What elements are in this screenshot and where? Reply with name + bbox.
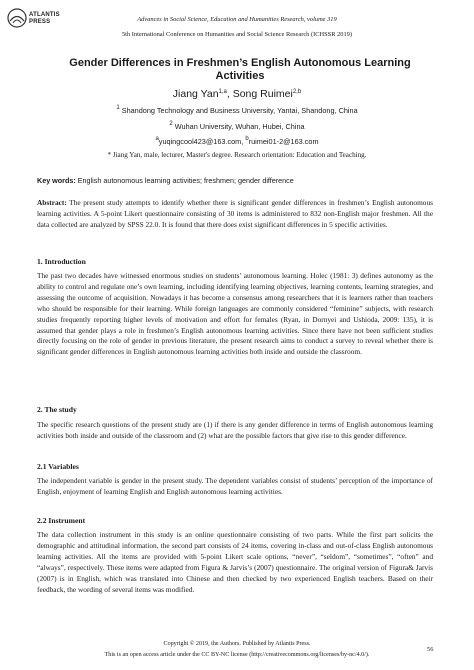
logo-line1: ATLANTIS [29,12,60,18]
author-emails [0,136,474,146]
paper-title: Gender Differences in Freshmen’s English Autonomous Learning Activities [69,57,411,82]
email-link[interactable]: yuqingcool423@163.com [158,137,242,146]
affiliation-superscript: 1 [116,105,120,111]
author-name: Jiang Yan [172,88,219,100]
author-superscript: 2,b [292,89,302,95]
abstract-label: Abstract: [37,198,67,207]
keywords [37,176,437,185]
affiliation [0,105,474,115]
email-superscript: b [245,136,249,142]
journal-name: Advances in Social Science, Education and Humanities Research, volume 319 [137,16,337,23]
conference-name: 5th International Conference on Humanities and Social Science Research (ICHSSR 2019) [121,31,352,38]
email-separator: , [241,137,246,146]
author-note: * Jiang Yan, male, lecturer, Master's degree. Research orientation: Education and Teaching. [107,151,367,159]
affiliation-text: Wuhan University, Wuhan, Hubei, China [174,122,305,131]
keywords-text: English autonomous learning activities; freshmen; gender difference [77,176,294,185]
author-superscript: 1,a [218,89,227,95]
footer-license: This is an open access article under the CC BY-NC license (http://creativecommons.org/licenses/by-nc/4.0/). [104,652,370,658]
abstract-text: The present study attempts to identify whether there is significant gender differences in freshmen’s English autonomous learning activities. A 5-point Likert questionnaire consisting of 30 items is administered to 832 non-English major freshmen. All the data collected are analyzed by SPSS 22.0. It is found that there does exist significant differences in 5 specific activities. [37,198,433,229]
section-heading-variables: 2.1 Variables [37,462,79,471]
instrument-paragraph: The data collection instrument in this study is an online questionnaire consisting of two parts. While the first part solicits the demographic and attitudinal information, the second part consists of 24 items, covering in-class and out-of-class English autonomous learning activities. All the items are provided with 5-point Likert scale options, “never”, “seldom”, “sometimes”, “often” and “always”, respectively. These items were adapted from Figura & Jarvis’s (2007) questionnaire. The original version of Figura& Jarvis (2007) is in English, which was translated into Chinese and then checked by two experienced English teachers. Based on their feedback, the wording of several items was modified. [37,530,433,594]
abstract [37,198,433,231]
affiliation [0,121,474,131]
author-line [0,88,474,100]
page-number: 56 [427,646,434,653]
author-separator: , [226,88,233,100]
introduction-paragraph: The past two decades have witnessed enormous studies on students’ autonomous learning. Holec (1981: 3) defines autonomy as the ability to control and regulate one’s own learning, including identifying learning objectives, learning contents, learning strategies, and assessing the outcome of acquisition. Nowadays it has become a consensus among researchers that it is learners rather than teachers who should be responsible for their learning. While foreign languages are commonly considered “feminine” subjects, with research studies frequently reporting higher levels of motivation and effort for females (Ryan, in Dornyei and Ushioda, 2009: 135), it is assumed that gender plays a role in freshmen’s English autonomous learning activities. Since there have not been sufficient studies directly focusing on the role of gender in previous literature, the present research aims to conduct a survey to reveal whether there is significant gender differences in English autonomous learning activities both inside and outside the classroom. [37,271,433,357]
affiliation-superscript: 2 [169,121,173,127]
footer-copyright: Copyright © 2019, the Authors. Published by Atlantis Press. [163,641,311,647]
section-heading-introduction: 1. Introduction [37,257,86,266]
variables-paragraph: The independent variable is gender in the present study. The dependent variables consist of students’ perception of the importance of English, enjoyment of learning English and English autonomous learning activities. [37,476,433,496]
study-paragraph: The specific research questions of the present study are (1) if there is any gender difference in terms of English autonomous learning activities both inside and outside of the classroom and (2) what are the possible factors that give rise to this gender difference. [37,420,433,440]
author-name: Song Ruimei [232,88,293,100]
section-heading-instrument: 2.2 Instrument [37,516,86,525]
affiliation-text: Shandong Technology and Business University, Yantai, Shandong, China [121,106,358,115]
keywords-label: Key words: [37,176,76,185]
logo-line2: PRESS [29,19,51,25]
section-heading-study: 2. The study [37,405,77,414]
email-superscript: a [155,136,159,142]
email-link[interactable]: ruimei01-2@163.com [248,137,319,146]
